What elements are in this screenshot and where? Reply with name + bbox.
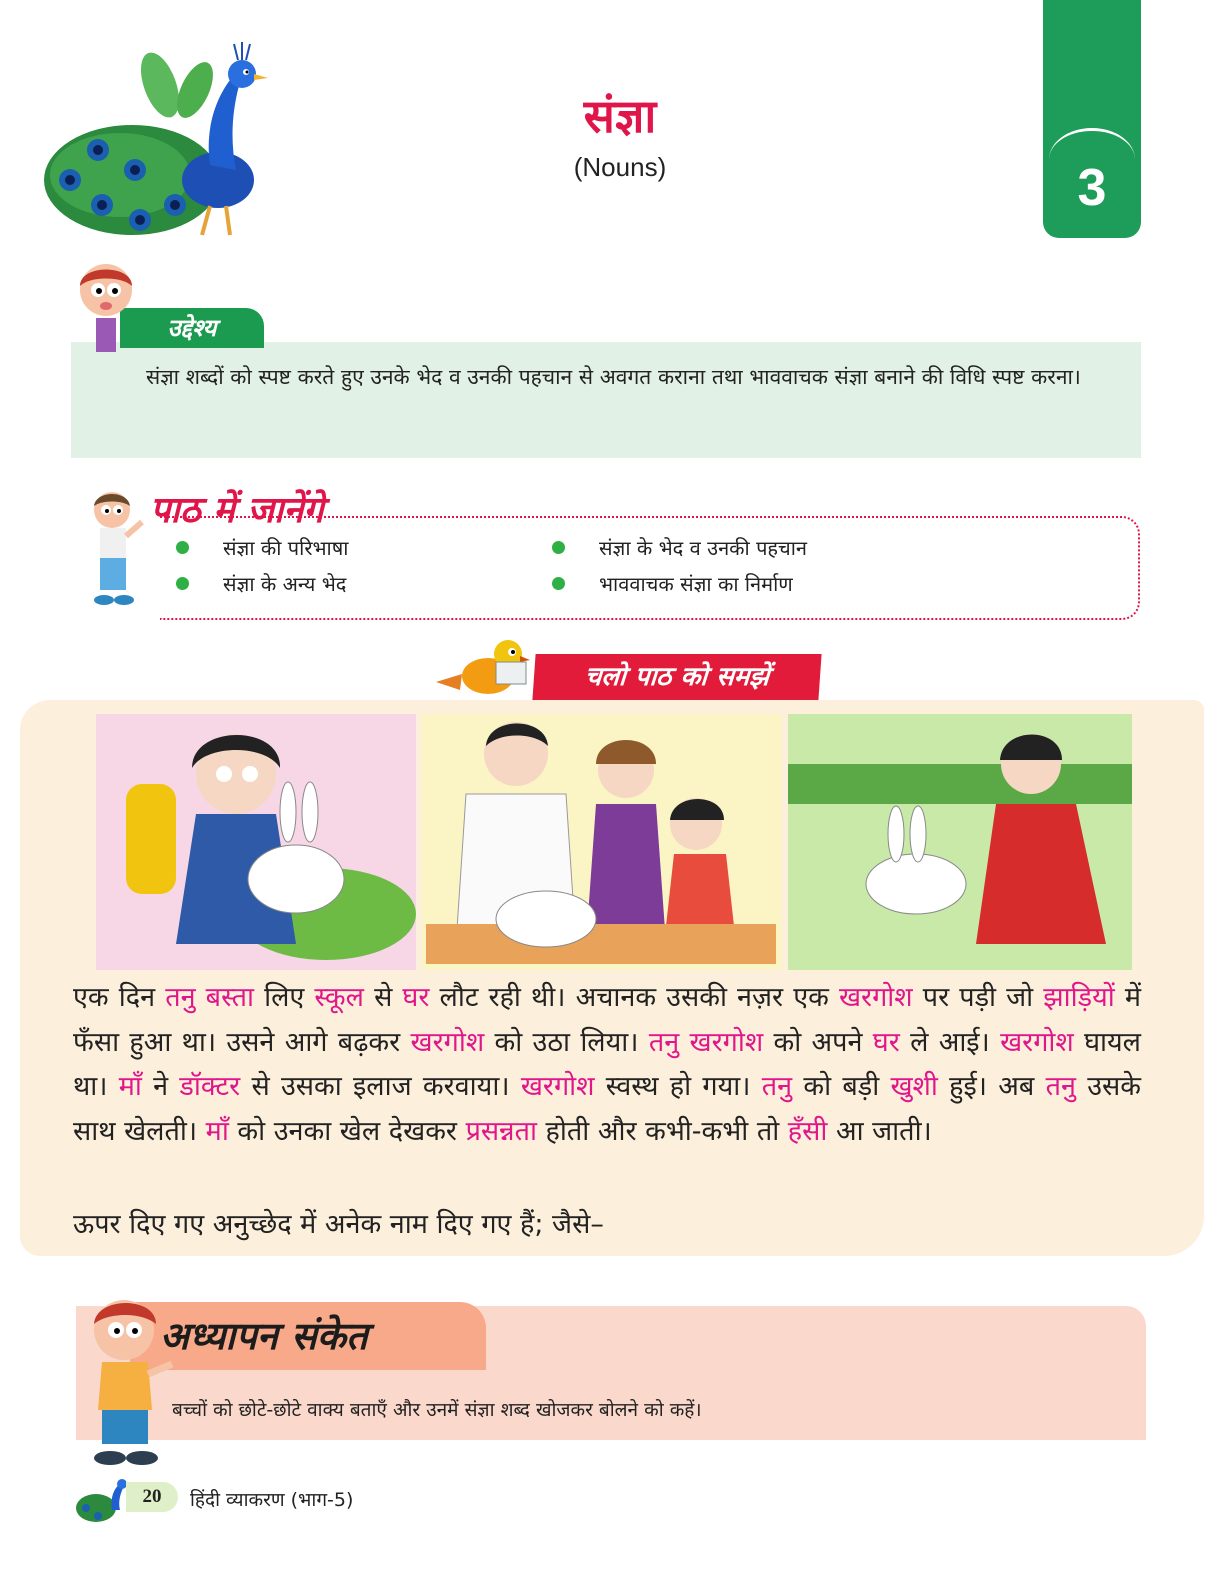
learn-item <box>552 534 807 561</box>
leaves <box>133 48 220 124</box>
peacock-icon <box>74 1476 130 1524</box>
story-illustrations <box>96 704 1132 970</box>
highlighted-noun: स्कूल <box>314 982 364 1013</box>
highlighted-noun: तनु <box>165 982 196 1013</box>
page-number: 20 <box>126 1482 178 1512</box>
highlighted-noun: हँसी <box>787 1115 828 1147</box>
panel-girl-plays-with-rabbit <box>788 714 1132 970</box>
highlighted-noun: खरगोश <box>520 1071 595 1102</box>
book-title: हिंदी व्याकरण (भाग-5) <box>190 1489 354 1511</box>
highlighted-noun: खरगोश <box>410 1026 485 1058</box>
story-text: हुई। अब <box>937 1071 1046 1102</box>
highlighted-noun: खुशी <box>890 1071 938 1102</box>
highlighted-noun: घर <box>402 982 430 1013</box>
highlighted-noun: प्रसन्नता <box>465 1115 537 1147</box>
highlighted-noun: खरगोश <box>1000 1026 1074 1058</box>
learn-item-label: संज्ञा के अन्य भेद <box>223 572 347 596</box>
learn-item-label: भाववाचक संज्ञा का निर्माण <box>599 572 793 596</box>
story-text: पर पड़ी जो <box>912 982 1044 1013</box>
chapter-number-tab <box>1043 0 1141 238</box>
highlighted-noun: डॉक्टर <box>179 1071 241 1102</box>
highlighted-noun: तनु <box>648 1026 680 1058</box>
story-text: से उसका इलाज करवाया। <box>240 1071 521 1102</box>
teaching-hint-text: बच्चों को छोटे-छोटे वाक्य बताएँ और उनमें संज्ञा शब्द खोजकर बोलने को कहें। <box>172 1399 702 1421</box>
learn-item-label: संज्ञा की परिभाषा <box>223 536 349 560</box>
peacock-illustration <box>40 30 280 245</box>
story-text: को उनका खेल देखकर <box>228 1115 466 1147</box>
story-text: स्वस्थ हो गया। <box>594 1071 762 1102</box>
green-dot-icon <box>176 541 189 554</box>
story-text: एक दिन <box>73 982 166 1013</box>
story-text: ले आई। <box>899 1026 1001 1058</box>
objective-text: संज्ञा शब्दों को स्पष्ट करते हुए उनके भेद व उनकी पहचान से अवगत कराना तथा भाववाचक संज्ञा बनाने की विधि स्पष्ट करना। <box>146 365 1081 389</box>
teaching-hint-title: अध्यापन संकेत <box>160 1314 368 1358</box>
story-paragraph <box>73 976 1141 1154</box>
learn-item <box>176 570 346 597</box>
highlighted-noun: झाड़ियों <box>1043 982 1115 1013</box>
highlighted-noun: तनु <box>1045 1071 1076 1102</box>
highlighted-noun: बस्ता <box>205 982 254 1013</box>
highlighted-noun: खरगोश <box>689 1026 764 1058</box>
green-dot-icon <box>552 577 565 590</box>
bird-reading-icon <box>432 634 542 702</box>
story-text <box>196 982 206 1013</box>
green-dot-icon <box>552 541 565 554</box>
understand-banner: चलो पाठ को समझें <box>532 654 821 700</box>
panel-doctor-treats-rabbit <box>422 714 782 970</box>
story-text: ने <box>141 1071 180 1102</box>
learn-item <box>552 570 793 597</box>
learn-item-label: संज्ञा के भेद व उनकी पहचान <box>599 536 808 560</box>
boy-waving-cartoon <box>80 486 150 610</box>
story-text: घायल था। <box>73 1026 1141 1102</box>
story-text: में फँसा हुआ था। उसने आगे बढ़कर <box>73 982 1141 1058</box>
green-dot-icon <box>176 577 189 590</box>
story-follow-up: ऊपर दिए गए अनुच्छेद में अनेक नाम दिए गए हैं; जैसे– <box>73 1209 604 1240</box>
boy-cartoon <box>66 256 146 352</box>
highlighted-noun: माँ <box>205 1115 229 1147</box>
story-text: को उठा लिया। <box>484 1026 649 1058</box>
objective-heading: उद्देश्य <box>120 308 264 348</box>
story-text: लिए <box>253 982 315 1013</box>
story-text: होती और कभी-कभी तो <box>536 1115 788 1147</box>
highlighted-noun: माँ <box>118 1071 142 1102</box>
story-text: आ जाती। <box>827 1115 932 1147</box>
panel-girl-finds-rabbit <box>96 714 416 970</box>
highlighted-noun: घर <box>872 1026 900 1058</box>
story-text <box>679 1027 689 1058</box>
story-text: लौट रही थी। अचानक उसकी नज़र एक <box>429 982 839 1013</box>
story-text: उसके साथ खेलती। <box>73 1071 1142 1147</box>
story-text: को अपने <box>763 1026 873 1058</box>
highlighted-noun: तनु <box>761 1071 793 1102</box>
learn-box <box>160 516 1140 620</box>
story-text: को बड़ी <box>792 1071 891 1102</box>
boy-teacher-cartoon <box>76 1290 182 1472</box>
learn-heading: पाठ में जानेंगे <box>150 490 324 531</box>
chapter-title: संज्ञा <box>583 89 657 143</box>
chapter-number: 3 <box>1077 159 1107 217</box>
story-text: से <box>363 982 403 1013</box>
learn-item <box>176 534 348 561</box>
highlighted-noun: खरगोश <box>838 982 913 1013</box>
chapter-subtitle: (Nouns) <box>573 152 667 182</box>
